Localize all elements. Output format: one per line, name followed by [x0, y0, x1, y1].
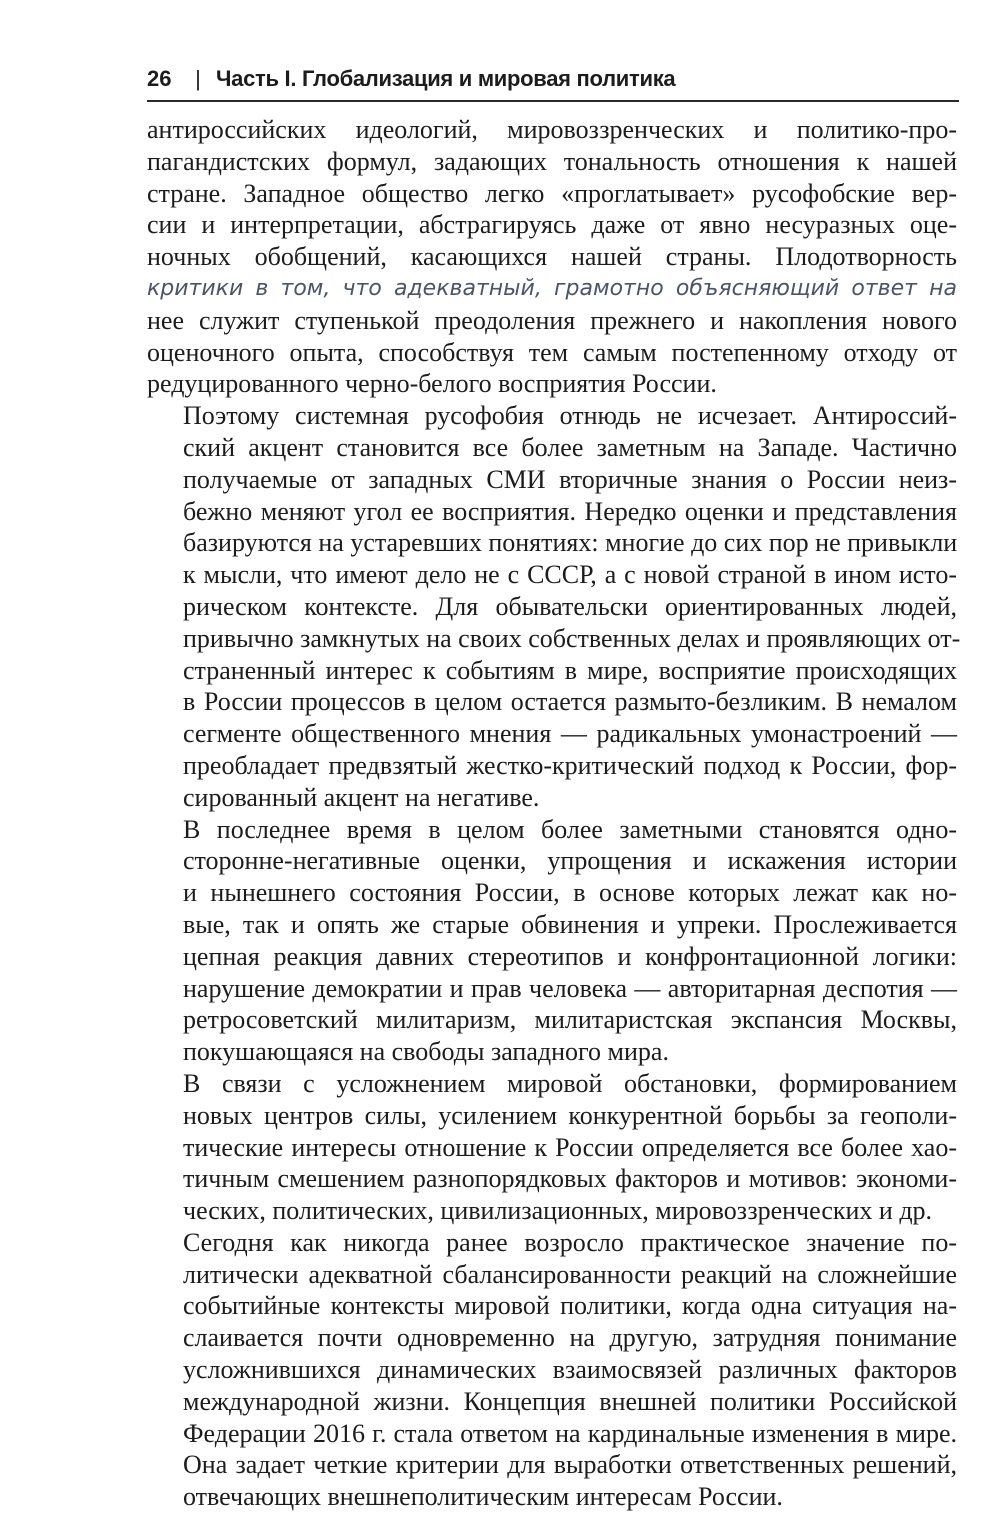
- text-line: слаивается почти одновременно на другую, затрудняя понимание: [183, 1323, 957, 1353]
- text-line: ческих, политических, цивилизационных, мировоззренческих и др.: [183, 1196, 933, 1226]
- text-line: В последнее время в целом более заметными становятся одно-: [183, 814, 957, 844]
- text-line: в России процессов в целом остается размыто-безликим. В немалом: [183, 687, 957, 717]
- text-line: и нынешнего состояния России, в основе которых лежат как но-: [183, 878, 957, 908]
- text-line: покушающаяся на свободы западного мира.: [183, 1037, 669, 1067]
- text-line: Поэтому системная русофобия отнюдь не исчезает. Антироссий-: [183, 401, 957, 431]
- text-line: сторонне-негативные оценки, упрощения и искажения истории: [183, 846, 957, 876]
- text-line: преобладает предвзятый жестко-критический подход к России, фор-: [183, 750, 957, 780]
- text-line: тические интересы отношение к России определяется все более хао-: [183, 1132, 957, 1162]
- text-line: привычно замкнутых на своих собственных делах и проявляющих от-: [183, 623, 961, 653]
- text-line: оценочного опыта, способствуя тем самым постепенному отходу от: [147, 337, 957, 367]
- running-head-title: Часть I. Глобализация и мировая политика: [216, 66, 676, 91]
- text-line: нее служит ступенькой преодоления прежнего и накопления нового: [147, 305, 957, 335]
- text-line: сегменте общественного мнения — радикальных умонастроений —: [183, 719, 957, 749]
- text-line: цепная реакция давних стереотипов и конфронтационной логики:: [183, 941, 957, 971]
- text-line: редуцированного черно-белого восприятия России.: [147, 369, 717, 399]
- text-line: ский акцент становится все более заметным на Западе. Частично: [183, 432, 957, 462]
- text-line: В связи с усложнением мировой обстановки, формированием: [183, 1068, 957, 1098]
- header-separator: |: [195, 66, 201, 91]
- page-number: 26: [147, 66, 172, 91]
- text-line: стране. Западное общество легко «проглатывает» русофобские вер-: [147, 178, 957, 208]
- body-text: [147, 114, 961, 1513]
- text-line: бежно меняют угол ее восприятия. Нередко оценки и представления: [183, 496, 957, 526]
- paragraph-4: [147, 1068, 957, 1227]
- running-header: [147, 58, 959, 102]
- text-line: событийные контексты мировой политики, когда одна ситуация на-: [183, 1291, 957, 1321]
- text-line: ночных обобщений, касающихся нашей страны. Плодотворность: [147, 242, 957, 272]
- text-line: нарушение демократии и прав человека — авторитарная деспотия —: [183, 973, 957, 1003]
- text-line: международной жизни. Концепция внешней политики Российской: [183, 1386, 957, 1416]
- text-line: страненный интерес к событиям в мире, восприятие происходящих: [183, 655, 957, 685]
- text-line: вые, так и опять же старые обвинения и упреки. Прослеживается: [183, 909, 957, 939]
- text-line: к мысли, что имеют дело не с СССР, а с новой страной в ином исто-: [183, 560, 957, 590]
- text-line: антироссийских идеологий, мировоззренческих и политико-про-: [147, 115, 957, 144]
- paragraph-5: [147, 1227, 957, 1513]
- text-line: Сегодня как никогда ранее возросло практическое значение по-: [183, 1227, 957, 1257]
- text-line: сированный акцент на негативе.: [183, 782, 540, 812]
- text-line: отвечающих внешнеполитическим интересам России.: [183, 1482, 783, 1512]
- paragraph-3: [147, 814, 957, 1068]
- text-line: литически адекватной сбалансированности реакций на сложнейшие: [183, 1259, 957, 1289]
- paragraph-1: [147, 114, 957, 400]
- text-line: Она задает четкие критерии для выработки ответственных решений,: [183, 1450, 957, 1480]
- text-line: пагандистских формул, задающих тональность отношения к нашей: [147, 146, 957, 176]
- text-line: новых центров силы, усилением конкурентной борьбы за геополи-: [183, 1100, 957, 1130]
- text-line: Федерации 2016 г. стала ответом на кардинальные изменения в мире.: [183, 1418, 957, 1448]
- paragraph-2: [147, 400, 961, 813]
- text-line: усложнившихся динамических взаимосвязей различных факторов: [183, 1355, 957, 1385]
- text-line: сии и интерпретации, абстрагируясь даже от явно несуразных оце-: [147, 210, 957, 240]
- text-line-italic: критики в том, что адекватный, грамотно объясняющий ответ на: [147, 275, 957, 301]
- text-line: получаемые от западных СМИ вторичные знания о России неиз-: [183, 464, 957, 494]
- text-line: рическом контексте. Для обывательски ориентированных людей,: [183, 591, 957, 621]
- text-line: тичным смешением разнопорядковых факторов и мотивов: экономи-: [183, 1164, 957, 1194]
- text-line: базируются на устаревших понятиях: многие до сих пор не привыкли: [183, 528, 958, 558]
- text-line: ретросоветский милитаризм, милитаристская экспансия Москвы,: [183, 1005, 957, 1035]
